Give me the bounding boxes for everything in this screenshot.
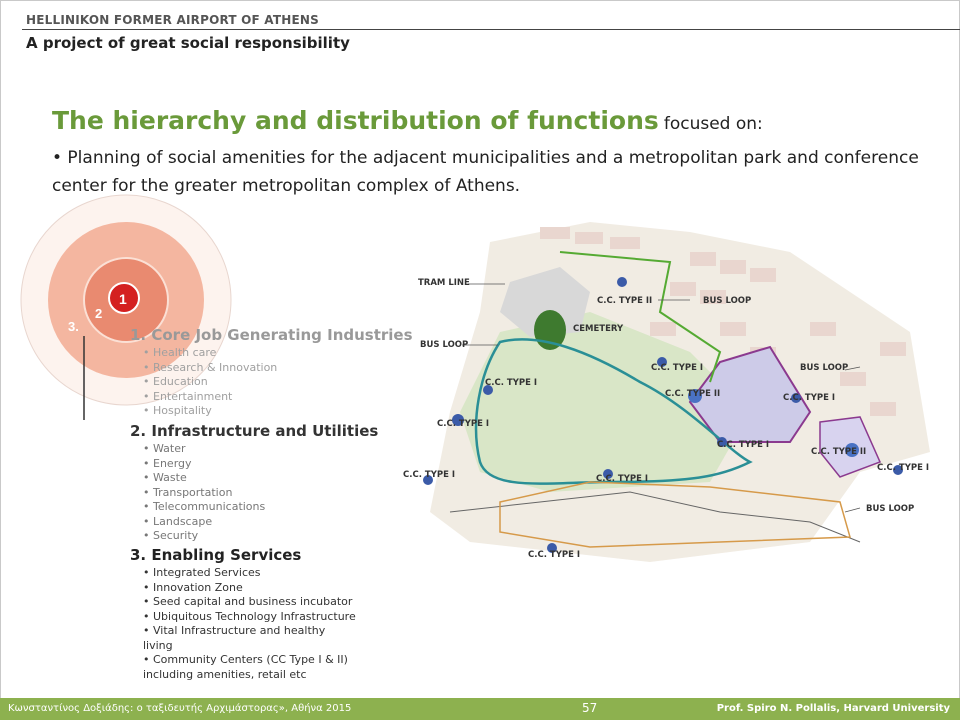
list-item: • Water bbox=[143, 442, 265, 457]
list-item: • Health care bbox=[143, 346, 277, 361]
list-item: • Vital Infrastructure and healthy living bbox=[143, 624, 358, 653]
list-item: • Hospitality bbox=[143, 404, 277, 419]
header-top-label: HELLINIKON FORMER AIRPORT OF ATHENS bbox=[26, 13, 319, 27]
map-label-cc-type-1f: C.C. TYPE I bbox=[717, 440, 770, 450]
list-item: • Entertainment bbox=[143, 390, 277, 405]
slide-title-main: The hierarchy and distribution of functions bbox=[52, 106, 659, 135]
header-rule bbox=[22, 29, 960, 30]
page-number: 57 bbox=[582, 701, 598, 715]
map-label-cc-type-1g: C.C. TYPE I bbox=[596, 474, 649, 484]
list-item: • Ubiquitous Technology Infrastructure bbox=[143, 610, 358, 625]
list-item: • Research & Innovation bbox=[143, 361, 277, 376]
map-label-bus-loop-3: BUS LOOP bbox=[800, 363, 849, 373]
map-label-cc-type-1d: C.C. TYPE I bbox=[651, 363, 704, 373]
core-title: 1. Core Job Generating Industries bbox=[130, 326, 413, 344]
list-item: • Seed capital and business incubator bbox=[143, 595, 358, 610]
map-label-bus-loop-4: BUS LOOP bbox=[866, 504, 915, 514]
list-item: • Community Centers (CC Type I & II) including amenities, retail etc bbox=[143, 653, 358, 682]
list-item: • Innovation Zone bbox=[143, 581, 358, 596]
enabling-title: 3. Enabling Services bbox=[130, 546, 302, 564]
footer-left-text: Κωνσταντίνος Δοξιάδης: ο ταξιδευτής Αρχιμάστορας», Αθήνα 2015 bbox=[8, 703, 352, 714]
list-item: • Transportation bbox=[143, 486, 265, 501]
ring-number-3: 3. bbox=[68, 319, 79, 334]
list-item: • Integrated Services bbox=[143, 566, 358, 581]
map-label-cc-type-2a: C.C. TYPE II bbox=[597, 296, 653, 306]
footer-right-text: Prof. Spiro N. Pollalis, Harvard University bbox=[716, 703, 950, 714]
ring-number-1: 1 bbox=[119, 291, 127, 307]
map-label-cc-type-1e: C.C. TYPE I bbox=[783, 393, 836, 403]
slide-title bbox=[52, 106, 763, 135]
map-label-tram-line: TRAM LINE bbox=[418, 278, 470, 288]
map-label-cc-type-1c: C.C. TYPE I bbox=[403, 470, 456, 480]
infra-list bbox=[143, 442, 265, 544]
infra-title: 2. Infrastructure and Utilities bbox=[130, 422, 379, 440]
map-label-cc-type-1b: C.C. TYPE I bbox=[437, 419, 490, 429]
slide-title-rest: focused on: bbox=[663, 114, 763, 134]
list-item: • Energy bbox=[143, 457, 265, 472]
map-label-cc-type-1i: C.C. TYPE I bbox=[528, 550, 581, 560]
map-label-bus-loop-1: BUS LOOP bbox=[703, 296, 752, 306]
list-item: • Security bbox=[143, 529, 265, 544]
list-item: • Waste bbox=[143, 471, 265, 486]
slide-bullet: • Planning of social amenities for the adjacent municipalities and a metropolitan park and conference center for the greater metropolitan complex of Athens. bbox=[52, 148, 919, 196]
map-label-cemetery: CEMETERY bbox=[573, 324, 624, 334]
header-subtitle: A project of great social responsibility bbox=[26, 34, 350, 52]
enabling-list bbox=[143, 566, 358, 682]
list-item: • Telecommunications bbox=[143, 500, 265, 515]
list-item: • Education bbox=[143, 375, 277, 390]
core-list bbox=[143, 346, 277, 419]
map-label-cc-type-2c: C.C. TYPE II bbox=[811, 447, 867, 457]
list-item: • Landscape bbox=[143, 515, 265, 530]
map-label-cc-type-1h: C.C. TYPE I bbox=[877, 463, 930, 473]
map-label-cc-type-2b: C.C. TYPE II bbox=[665, 389, 721, 399]
footer-bar bbox=[0, 698, 960, 720]
map-label-bus-loop-2: BUS LOOP bbox=[420, 340, 469, 350]
map-label-cc-type-1a: C.C. TYPE I bbox=[485, 378, 538, 388]
ring-number-2: 2 bbox=[95, 306, 103, 321]
site-plan-map bbox=[390, 212, 935, 587]
